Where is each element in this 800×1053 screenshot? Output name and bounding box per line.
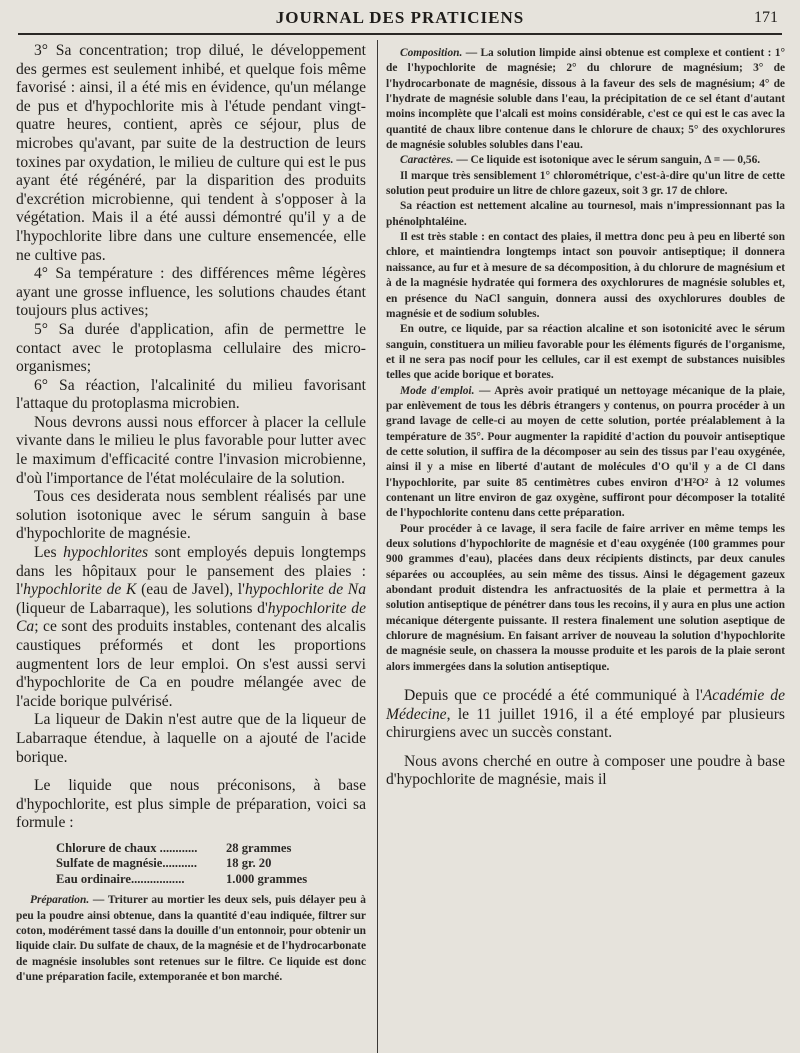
paragraph: Nous devrons aussi nous efforcer à placer la cellule vivante dans le milieu le plus favorable pour lutter avec le maximum d'efficacité contre l'invasion microbienne, d'où l'importance de l'état moléculaire de la solution. [16, 413, 366, 487]
column-divider [377, 40, 378, 1053]
paragraph-academie: Depuis que ce procédé a été communiqué à l'Académie de Médecine, le 11 juillet 1916, il a été employé par plusieurs chirurgiens avec un succès constant. [386, 687, 785, 742]
preparation-label: Préparation. [30, 894, 90, 907]
formula-row: Eau ordinaire................. 1.000 grammes [56, 871, 308, 886]
mode-emploi-label: Mode d'emploi. [400, 384, 475, 397]
paragraph: 4° Sa température : des différences même légères ayant une grosse influence, les solutions chaudes étant toujours plus actives; [16, 265, 366, 320]
formula-row: Sulfate de magnésie........... 18 gr. 20 [56, 856, 272, 871]
paragraph: En outre, ce liquide, par sa réaction alcaline et son isotonicité avec le sérum sanguin, constituera un milieu favorable pour les éléments figurés de l'organisme, et il ne sera pas nocif pour les cellules, car il est exempt de substances nuisibles telles que acide borique et borates. [386, 323, 785, 382]
paragraph: Tous ces desiderata nous semblent réalisés par une solution isotonique avec le sérum sanguin à base d'hypochlorite de magnésie. [16, 488, 366, 543]
small-print-section: Composition. — La solution limpide ainsi obtenue est complexe et contient : 1° de l'hypochlorite de magnésie; 2° du chlorure de magnésium; 3° de l'hydrocarbonate de magnésie, dissous à la faveur des sels de magnésium; 4° de l'hydrate de magnésie soluble dans l'eau, la précipitation de ce sel étant d'autant moins incomplète que l'alcali est moins considérable, c'est ce qui est le cas avec la quantité de chaux libre contenue dans le chlorure de chaux; 5° des oxychlorures de magnésie solubles solubles dans l'eau. Caractères. — Ce liquide est isotonique avec le sérum sanguin, Δ = — 0,56. Il marque très sensiblement 1° chlorométrique, c'est-à-dire qu'un litre de cette solution peut produire un litre de chlore gazeux, soit 3 gr. 17 de chlore. Sa réaction est nettement alcaline au tournesol, mais n'impressionnant pas la phénolphtaléine. Il est très stable : en contact des plaies, il mettra donc peu à peu en liberté son chlore, et maintiendra longtemps intact son pouvoir antiseptique; il donnera naissance, au fur et à mesure de sa décomposition, à du chlorure de magnésium et à de la magnésie hydratée qui formera des oxychlorures de magnésie solubles et, en présence du NaCl sanguin, donnera aussi des oxychlorures doubles de magnésie et de sodium solubles. En outre, ce liquide, par sa réaction alcaline et son isotonicité avec le sérum sanguin, constituera un milieu favorable pour les éléments figurés de l'organisme, et il ne sera pas nocif pour les cellules, car il est exempt de substances nuisibles telles que acide borique et borates. Mode d'emploi. — Après avoir pratiqué un nettoyage mécanique de la plaie, par enlèvement de tous les débris étrangers y contenus, on pourra procéder à un grand lavage de celle-ci au moyen de cette solution, portée préalablement à la température de 35°. Pour augmenter la rapidité d'action du pouvoir antiseptique de cette solution, il suffira de la décomposer au sein des tissus par l'eau oxygénée, ainsi il y a mise en liberté d'autant de molécules d'O qu'il y a de Cl dans l'hypochlorite, par suite 85 centimètres cubes environ d'H²O² à 12 volumes contenant un litre environ de gaz oxygène, suffiront pour décomposer la totalité de l'hypochlorite contenu dans cette préparation. Pour procéder à ce lavage, il sera facile de faire arriver en même temps les deux solutions d'hypochlorite de magnésie et d'eau oxygénée (100 grammes pour 900 grammes d'eau), placées dans deux récipients distincts, par deux canules séparées ou accouplées, au sein même des tissus. Ainsi le dégagement gazeux abondant produit distendra les anfractuosités de la plaie et permettra à la solution antiseptique de pénétrer dans tous les recoins, il y aura en plus une action mécanique détergente puissante. Il restera finalement une solution aseptique de chlorure de magnésium. En faisant arriver de nouveau la solution d'hypochlorite de magnésie seule, on chassera la mousse produite et les parois de la plaie seront alors immergées dans la solution antiseptique. [386, 46, 785, 675]
formula-row: Chlorure de chaux ............ 28 grammes [56, 840, 292, 855]
paragraph: Nous avons cherché en outre à composer une poudre à base d'hypochlorite de magnésie, mais il [386, 752, 785, 789]
left-column [16, 42, 366, 985]
header-rule [18, 33, 782, 35]
paragraph: Il marque très sensiblement 1° chlorométrique, c'est-à-dire qu'un litre de cette solution peut produire un litre de chlore gazeux, soit 3 gr. 17 de chlore. [386, 169, 785, 198]
paragraph: La liqueur de Dakin n'est autre que de la liqueur de Labarraque étendue, à laquelle on a ajouté de l'acide borique. [16, 711, 366, 766]
composition-label: Composition. [400, 47, 463, 59]
paragraph: Pour procéder à ce lavage, il sera facile de faire arriver en même temps les deux solutions d'hypochlorite de magnésie et d'eau oxygénée (100 grammes pour 900 grammes d'eau), placées dans deux récipients distincts, par deux canules séparées ou accouplées, au sein même des tissus. Ainsi le dégagement gazeux abondant produit distendra les anfractuosités de la plaie et permettra à la solution antiseptique de pénétrer dans tous les recoins, il y aura en plus une action mécanique détergente puissante. Il restera finalement une solution aseptique de chlorure de magnésium. En faisant arriver de nouveau la solution d'hypochlorite de magnésie seule, on chassera la mousse produite et les parois de la plaie seront alors immergées dans la solution antiseptique. [386, 522, 785, 673]
formula-table [56, 841, 366, 887]
paragraph: 3° Sa concentration; trop dilué, le développement des germes est seulement inhibé, et quelque fois même favorisé : ainsi, il a été mis en évidence, qu'un mélange de pus et d'hypochlorite mis à l'étude pendant vingt-quatre heures, contient, après ce séjour, plus de microbes qu'avant, par suite de la destruction de leurs toxines par oxydation, le milieu de culture qui est le pus ayant été régénéré, par la disparition des produits d'excrétion microbienne, qui tendent à s'opposer à la végétation. Mais il a été aussi démontré qu'il y a de l'hypochlorite libre dans une culture ensemencée, elle ne cultive pas. [16, 42, 366, 264]
paragraph: 6° Sa réaction, l'alcalinité du milieu favorisant l'attaque du protoplasma microbien. [16, 376, 366, 413]
page-number: 171 [754, 9, 778, 26]
paragraph-hypochlorites: Les hypochlorites sont employés depuis longtemps dans les hôpitaux pour le pansement des plaies : l'hypochlorite de K (eau de Javel), l'hypochlorite de Na (liqueur de Labarraque), les solutions d'hypochlorite de Ca; ce sont des produits instables, contenant des alcalis caustiques préformés et dont les proportions augmentent lors de leur emploi. On s'est aussi servi d'hypochlorite de Ca en poudre mélangée avec de l'acide borique pulvérisé. [16, 544, 367, 710]
caracteres-label: Caractères. [400, 154, 454, 167]
preparation-note: Préparation. — Triturer au mortier les deux sels, puis délayer peu à peu la poudre ainsi obtenue, dans la quantité d'eau indiquée, filtrer sur coton, modérément tassé dans la douille d'un entonnoir, pour obtenir un liquide clair. Du sulfate de chaux, de la magnésie et de l'hydrocarbonate de magnésie insolubles sont retenues sur le filtre. Ce liquide est donc d'une préparation facile, extemporanée et bon marché. [16, 894, 366, 983]
right-column [386, 46, 785, 790]
paragraph: Il est très stable : en contact des plaies, il mettra donc peu à peu en liberté son chlore, et maintiendra longtemps intact son pouvoir antiseptique; il donnera naissance, au fur et à mesure de sa décomposition, à du chlorure de magnésium et à de la magnésie hydratée qui formera des oxychlorures de magnésie solubles et, en présence du NaCl sanguin, donnera aussi des oxychlorures doubles de magnésie et de sodium solubles. [386, 231, 785, 320]
paragraph: Sa réaction est nettement alcaline au tournesol, mais n'impressionnant pas la phénolphtaléine. [386, 200, 785, 228]
closing-paragraphs [386, 687, 785, 790]
page-header [18, 8, 782, 34]
paragraph: 5° Sa durée d'application, afin de permettre le contact avec le protoplasma cellulaire des micro-organismes; [16, 320, 366, 376]
running-title: JOURNAL DES PRATICIENS [275, 8, 525, 27]
paragraph: Le liquide que nous préconisons, à base d'hypochlorite, est plus simple de préparation, voici sa formule : [16, 777, 366, 832]
